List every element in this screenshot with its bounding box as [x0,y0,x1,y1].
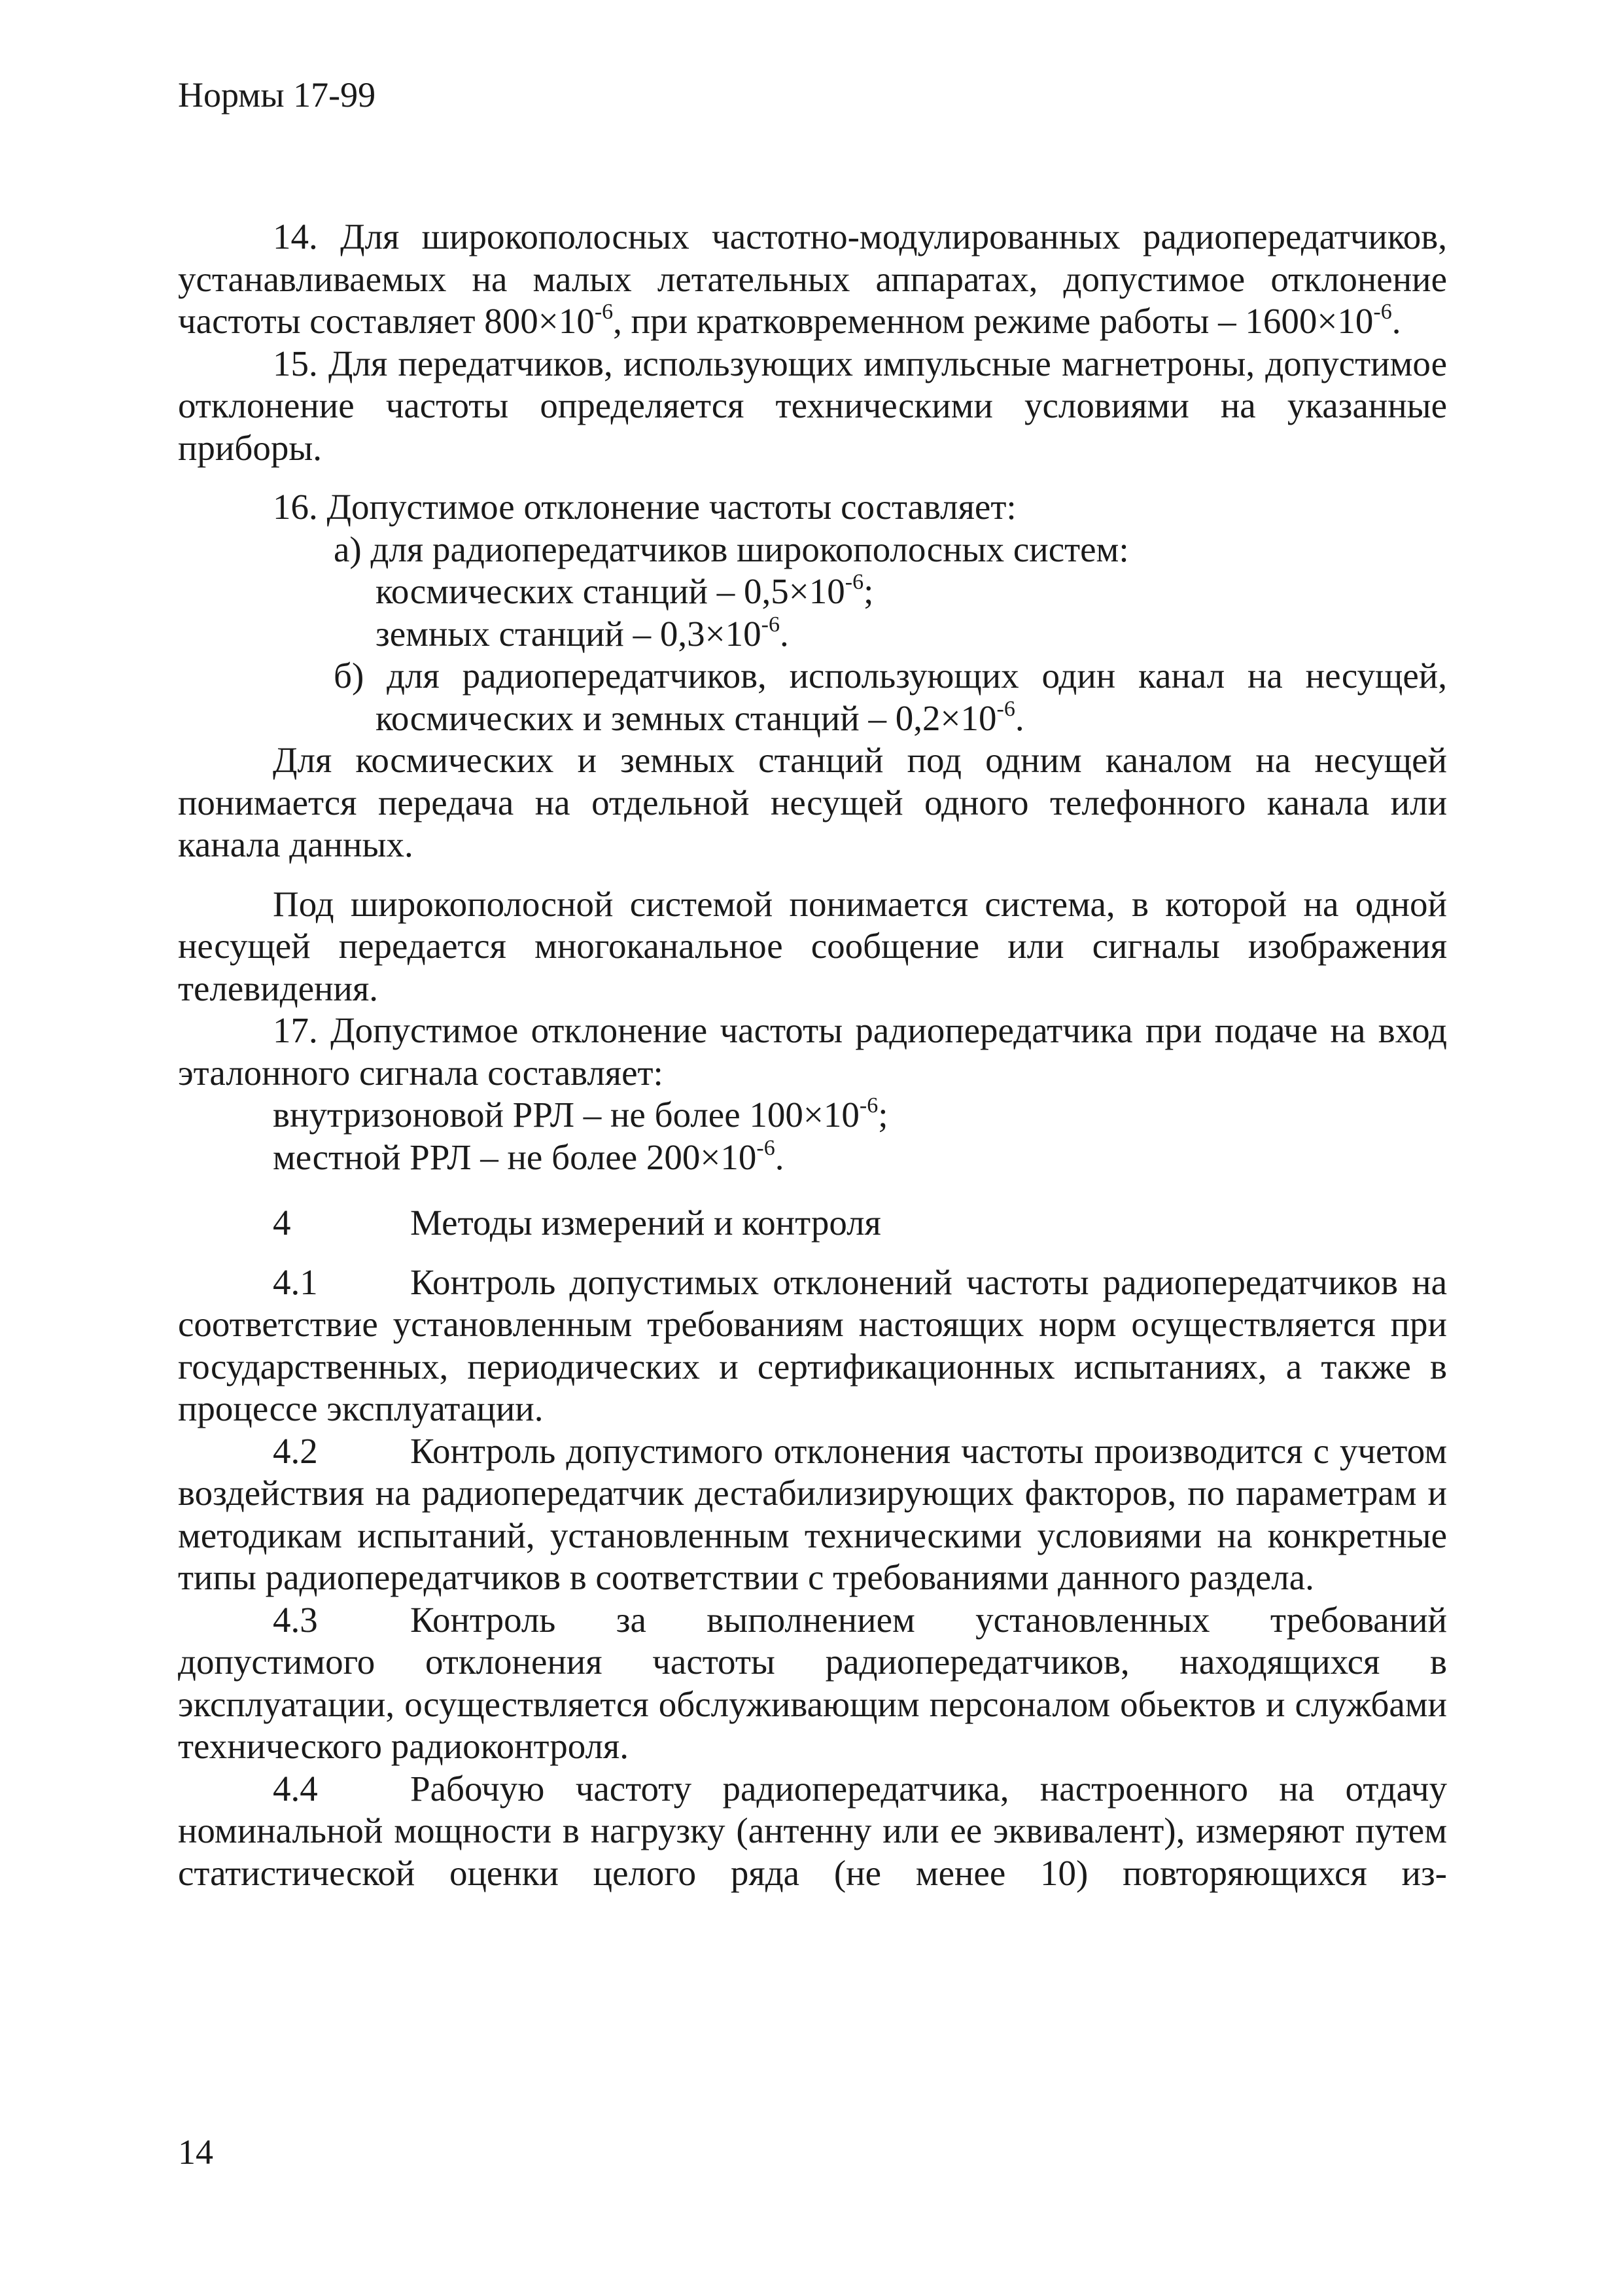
paragraph-15: 15. Для передатчиков, использующих импульсные магнетроны, допустимое отклонение частоты определяется техническими условиями на указанные приборы. [178,343,1447,468]
paragraph-17-intro: 17. Допустимое отклонение частоты радиопередатчика при подаче на вход эталонного сигнала составляет: [178,1010,1447,1093]
clause-number: 4.2 [273,1430,318,1471]
clause-4-3: 4.3 Контроль за выполнением установленных требований допустимого отклонения частоты радиопередатчиков, находящихся в эксплуатации, осуществляется обслуживающим персоналом обьектов и службами технического радиоконтроля. [178,1599,1447,1766]
clause-number: 4.4 [273,1768,318,1809]
page-body [178,216,1447,1894]
clause-number: 4.1 [273,1262,318,1302]
running-header: Нормы 17-99 [178,75,376,115]
section-title: Методы измерений и контроля [410,1203,881,1243]
list-line-intrazone: внутризоновой РРЛ – не более $100\times 10^{-6}$; [273,1093,888,1135]
section-heading [178,1202,1447,1245]
clause-number: 4.3 [273,1599,318,1640]
clause-4-2: 4.2 Контроль допустимого отклонения частоты производится с учетом воздействия на радиопередатчик дестабилизирующих факторов, по параметрам и методикам испытаний, установленным техническими условиями на конкретные типы радиопередатчиков в соответствии с требованиями данного раздела. [178,1430,1447,1597]
list-subitem-space: космических станций – $0,5\times 10^{-6}$; [375,570,874,611]
list-line-local: местной РРЛ – не более $200\times 10^{-6}$. [273,1135,784,1177]
page-number: 14 [178,2132,213,2172]
definition-wideband: Под широкополосной системой понимается система, в которой на одной несущей передается многоканальное сообщение или сигналы изображения телевидения. [178,883,1447,1008]
section-number: 4 [273,1203,291,1243]
definition-single-channel: Для космических и земных станций под одним каналом на несущей понимается передача на отдельной несущей одного телефонного канала или канала данных. [178,740,1447,864]
list-item-a: а) для радиопередатчиков широкополосных систем: [334,529,1129,569]
list-item-b: б) для радиопередатчиков, использующих один канал на несущей, космических и земных станций – $0,2\times 10^{-6}$. [334,656,1447,738]
clause-4-4: 4.4 Рабочую частоту радиопередатчика, настроенного на отдачу номинальной мощности в нагрузку (антенну или ее эквивалент), измеряют путем статистической оценки целого ряда (не менее 10) повторяющихся из- [178,1768,1447,1893]
paragraph-14: 14. Для широкополосных частотно-модулированных радиопередатчиков, устанавливаемых на малых летательных аппаратах, допустимое отклонение частоты составляет $800\times 10^{-6}$, при кратковременном режиме работы – $1600\times 10^{-6}$. [178,217,1447,341]
list-subitem-earth: земных станций – $0,3\times 10^{-6}$. [375,612,789,654]
clause-4-1: 4.1 Контроль допустимых отклонений частоты радиопередатчиков на соответствие установленным требованиям настоящих норм осуществляется при государственных, периодических и сертификационных испытаниях, а также в процессе эксплуатации. [178,1262,1447,1428]
paragraph-16-intro: 16. Допустимое отклонение частоты составляет: [273,487,1017,527]
